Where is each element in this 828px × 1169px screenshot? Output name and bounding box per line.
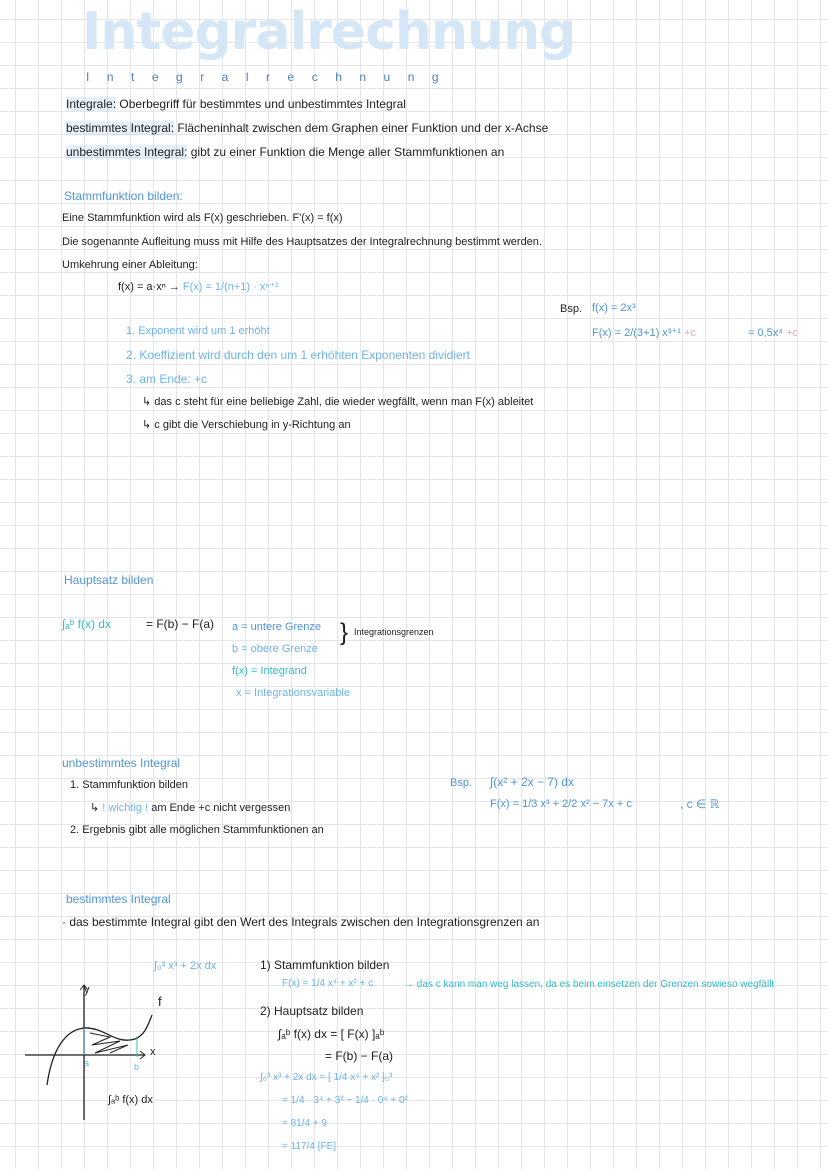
bestimmt-F: F(x) = 1/4 x⁴ + x² + c	[282, 978, 374, 989]
rule-right: F(x) = 1/(n+1) · xⁿ⁺¹	[182, 281, 279, 293]
legend-b: b = obere Grenze	[232, 643, 318, 655]
note-c-1: ↳ das c steht für eine beliebige Zahl, die wieder wegfällt, wenn man F(x) ableitet	[142, 396, 534, 408]
graph-x-label: x	[150, 1046, 156, 1058]
definition-text: gibt zu einer Funktion die Menge aller Stammfunktionen an	[190, 145, 505, 159]
hauptsatz-integral: ∫ₐᵇ f(x) dx	[62, 617, 111, 631]
section-heading-unbestimmt: unbestimmtes Integral	[62, 756, 181, 770]
hauptsatz-line-1: ∫ₐᵇ f(x) dx = [ F(x) ]ₐᵇ	[278, 1027, 385, 1041]
calc-line-3: = 81/4 + 9	[282, 1118, 328, 1129]
bsp-integral: ∫(x² + 2x − 7) dx	[490, 775, 574, 789]
example-c: +c	[684, 327, 696, 339]
bestimmt-F-note: → das c kann man weg lassen, da es beim einsetzen der Grenzen sowieso wegfällt	[404, 979, 775, 990]
hauptsatz-rhs: = F(b) − F(a)	[146, 617, 215, 631]
rule-formula	[118, 280, 279, 293]
bestimmt-step-2: 2) Hauptsatz bilden	[260, 1004, 364, 1018]
definition-text: Oberbegriff für bestimmtes und unbestimmtes Integral	[119, 97, 406, 111]
legend-x: x = Integrationsvariable	[236, 687, 351, 699]
calc-line-1: ∫₀³ x³ + 2x dx = [ 1/4 x⁴ + x² ]₀³	[260, 1072, 393, 1083]
unbestimmt-step-2: 2. Ergebnis gibt alle möglichen Stammfunktionen an	[70, 824, 324, 836]
definition-bestimmt	[66, 121, 548, 135]
calc-line-2: = 1/4 · 3⁴ + 3² − 1/4 · 0⁴ + 0²	[282, 1095, 408, 1106]
important-mark: ! wichtig !	[102, 802, 149, 814]
graph-integral-label: ∫ₐᵇ f(x) dx	[108, 1094, 153, 1106]
graph-a-label: a	[84, 1058, 90, 1068]
section-heading-stammfunktion: Stammfunktion bilden:	[64, 189, 183, 203]
example-result	[748, 327, 798, 339]
note-text: am Ende +c nicht vergessen	[151, 802, 291, 814]
example-result-c: +c	[786, 327, 798, 339]
text-line: Eine Stammfunktion wird als F(x) geschrieben. F'(x) = f(x)	[62, 212, 343, 224]
page-title-outline: Integralrechnung	[86, 70, 457, 84]
step-2: 2. Koeffizient wird durch den um 1 erhöhten Exponenten dividiert	[126, 348, 470, 362]
example-F	[592, 326, 696, 339]
legend-fx: f(x) = Integrand	[232, 665, 307, 677]
calc-line-4: = 117/4 [FE]	[282, 1141, 337, 1152]
text-line: Umkehrung einer Ableitung:	[62, 259, 198, 271]
section-heading-bestimmt: bestimmtes Integral	[66, 892, 171, 906]
graph-b-label: b	[134, 1062, 140, 1072]
bestimmt-example-integral: ∫₀³ x³ + 2x dx	[154, 960, 217, 972]
function-curve	[47, 1015, 152, 1085]
brace-label: Integrationsgrenzen	[354, 627, 434, 637]
hauptsatz-line-2: = F(b) − F(a)	[325, 1049, 394, 1063]
legend-a: a = untere Grenze	[232, 621, 321, 633]
step-1: 1. Exponent wird um 1 erhöht	[126, 325, 270, 337]
term: bestimmtes Integral:	[66, 121, 175, 135]
graph-f-label: f	[158, 994, 162, 1009]
term: Integrale:	[66, 97, 117, 111]
example-label: Bsp.	[560, 303, 583, 315]
example-result-text: = 0,5x⁴	[748, 327, 783, 339]
example-f: f(x) = 2x³	[592, 302, 636, 314]
section-heading-hauptsatz: Hauptsatz bilden	[64, 573, 154, 587]
unbestimmt-note: ↳ ! wichtig ! am Ende +c nicht vergessen	[90, 802, 291, 814]
brace-icon: }	[340, 619, 349, 646]
definition-text: Flächeninhalt zwischen dem Graphen einer Funktion und der x-Achse	[177, 121, 549, 135]
bsp-label: Bsp.	[450, 777, 473, 789]
graph-y-label: y	[84, 984, 90, 996]
note-c-2: ↳ c gibt die Verschiebung in y-Richtung an	[142, 419, 351, 431]
example-F-text: F(x) = 2/(3+1) x³⁺¹	[592, 327, 681, 339]
text-line: Die sogenannte Aufleitung muss mit Hilfe des Hauptsatzes der Integralrechnung bestimmt werden.	[62, 236, 542, 248]
term: unbestimmtes Integral:	[66, 145, 188, 159]
area-hatching	[90, 1033, 128, 1053]
definition-integrale	[66, 97, 406, 111]
bsp-F: F(x) = 1/3 x³ + 2/2 x² − 7x + c	[490, 798, 632, 810]
bestimmt-text: · das bestimmte Integral gibt den Wert des Integrals zwischen den Integrationsgrenzen an	[62, 915, 540, 929]
bestimmt-step-1: 1) Stammfunktion bilden	[260, 958, 390, 972]
bsp-domain: , c ∈ ℝ	[680, 797, 720, 811]
unbestimmt-step-1: 1. Stammfunktion bilden	[70, 779, 189, 791]
page-title: Integralrechnung	[82, 2, 576, 62]
step-3: 3. am Ende: +c	[126, 372, 208, 386]
rule-left: f(x) = a·xⁿ →	[118, 281, 180, 293]
definition-unbestimmt	[66, 145, 504, 159]
